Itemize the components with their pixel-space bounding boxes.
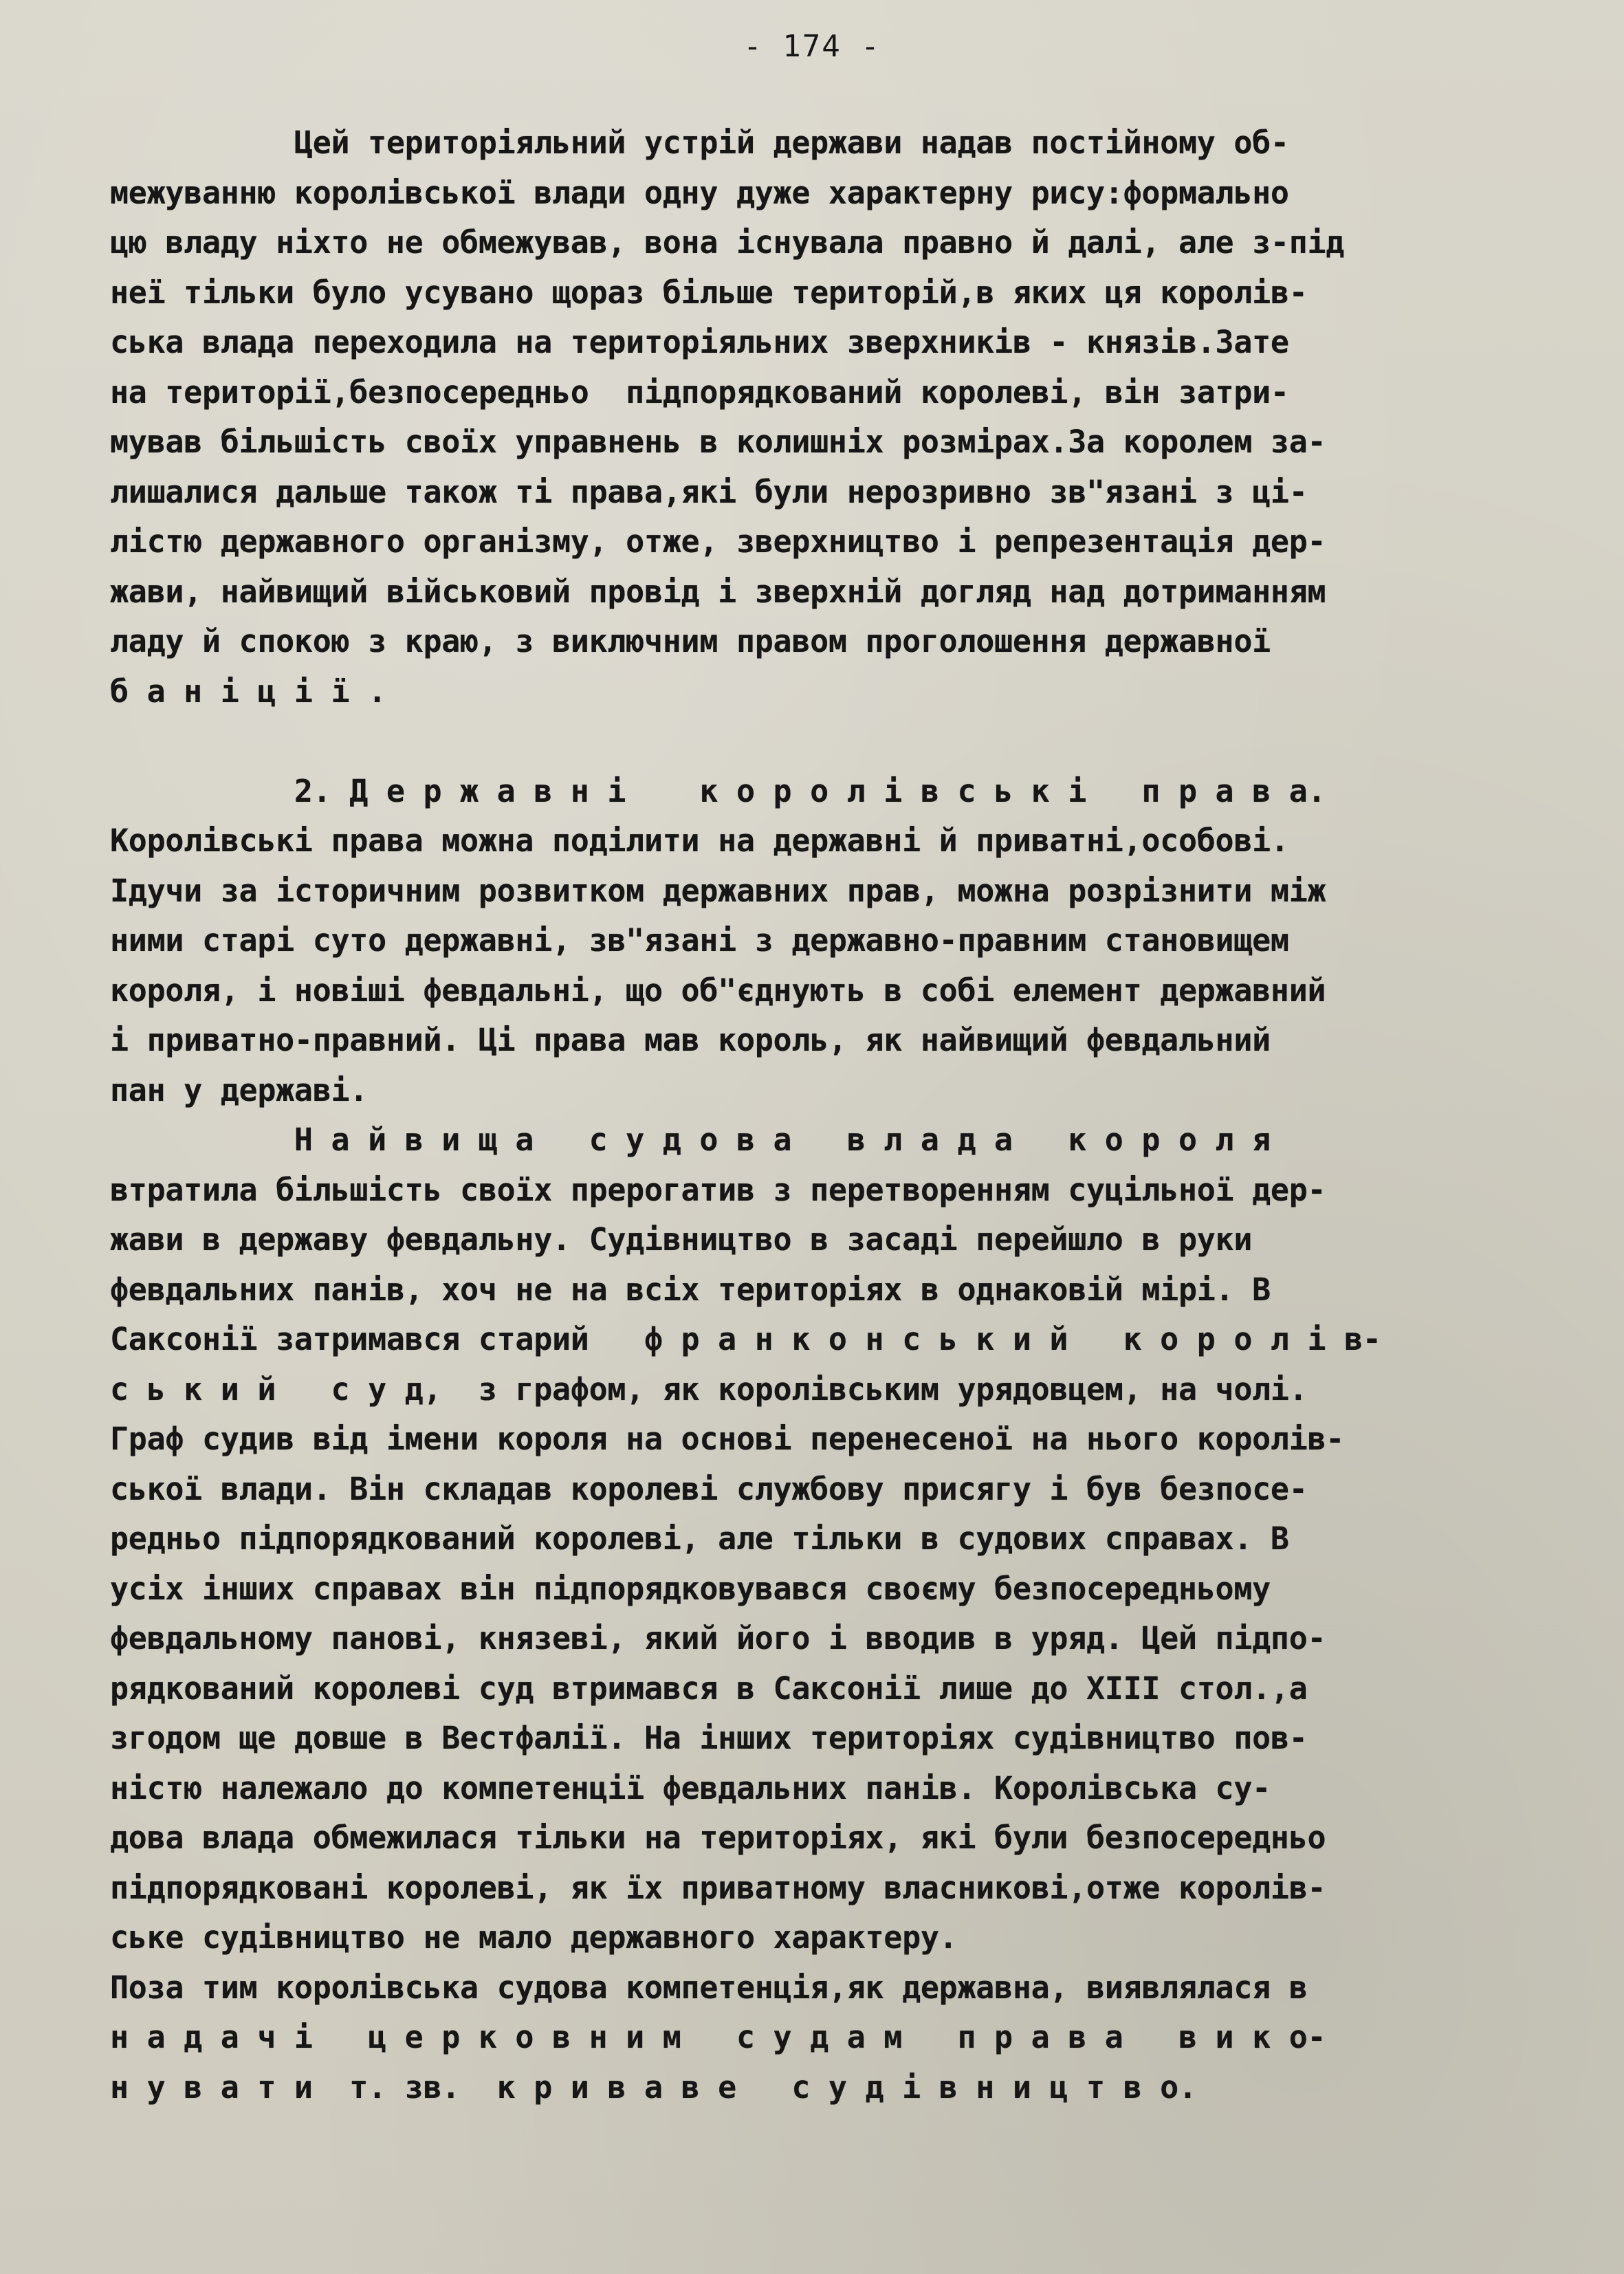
text-line: на території,безпосередньо підпорядкований королеві, він затри- [110, 373, 1289, 411]
text-line: жави в державу февдальну. Судівництво в засаді перейшло в руки [110, 1221, 1253, 1258]
text-line: підпорядковані королеві, як їх приватному власникові,отже королів- [110, 1869, 1326, 1906]
text-line: Саксонії затримався старий ф р а н к о н с ь к и й к о р о л і в- [110, 1321, 1381, 1357]
text-line: ладу й спокою з краю, з виключним правом проголошення державної [110, 623, 1271, 659]
text-line: жави, найвищий військовий провід і зверхній догляд над дотриманням [110, 573, 1326, 610]
text-line: Ідучи за історичним розвитком державних прав, можна розрізнити між [110, 872, 1326, 909]
text-line: дова влада обмежилася тільки на територіях, які були безпосередньо [110, 1819, 1326, 1856]
text-line: згодом ще довше в Вестфалії. На інших територіях судівництво пов- [110, 1720, 1308, 1756]
text-line: Н а й в и щ а с у д о в а в л а д а к о р о л я [110, 1122, 1271, 1158]
text-line: ними старі суто державні, зв"язані з державно-правним становищем [110, 922, 1289, 959]
text-line: Королівські права можна поділити на державні й приватні,особові. [110, 822, 1289, 859]
text-line: февдальному панові, князеві, який його і вводив в уряд. Цей підпо- [110, 1620, 1326, 1657]
text-line: неї тільки було усувано щораз більше територій,в яких ця королів- [110, 274, 1308, 311]
paragraph-gap [110, 717, 1595, 767]
text-line: Цей територіяльний устрій держави надав постійному об- [110, 124, 1289, 161]
text-line: рядкований королеві суд втримався в Саксонії лише до XIII стол.,а [110, 1670, 1308, 1707]
text-line: б а н і ц і ї . [110, 673, 386, 710]
text-line: пан у державі. [110, 1071, 369, 1108]
text-line: межуванню королівської влади одну дуже характерну рису:формально [110, 174, 1289, 211]
text-line: короля, і новіші февдальні, що об"єднують в собі елемент державний [110, 972, 1326, 1009]
text-line: н а д а ч і ц е р к о в н и м с у д а м п р а в а в и к о- [110, 2019, 1326, 2055]
text-line: лишалися дальше також ті права,які були нерозривно зв"язані з ці- [110, 473, 1308, 510]
text-line: ська влада переходила на територіяльних зверхників - князів.Зате [110, 324, 1289, 360]
text-line: ської влади. Він складав королеві службову присягу і був безпосе- [110, 1470, 1308, 1507]
text-line: ністю належало до компетенції февдальних панів. Королівська су- [110, 1769, 1271, 1806]
text-line: і приватно-правний. Ці права мав король, як найвищий февдальний [110, 1022, 1271, 1058]
text-line: редньо підпорядкований королеві, але тільки в судових справах. В [110, 1520, 1289, 1557]
text-line: ське судівництво не мало державного характеру. [110, 1919, 958, 1956]
body-text [110, 118, 1595, 2112]
text-line: лістю державного організму, отже, зверхництво і репрезентація дер- [110, 523, 1326, 560]
text-line: н у в а т и т. зв. к р и в а в е с у д і в н и ц т в о. [110, 2068, 1197, 2106]
text-line: Граф судив від імени короля на основі перенесеної на нього королів- [110, 1421, 1345, 1457]
text-line: 2. Д е р ж а в н і к о р о л і в с ь к і п р а в а. [110, 772, 1326, 809]
page-number: - 174 - [743, 29, 881, 64]
text-line: февдальних панів, хоч не на всіх територіях в однаковій мірі. В [110, 1271, 1271, 1308]
text-line: мував більшість своїх управнень в колишніх розмірах.За королем за- [110, 424, 1326, 460]
text-line: Поза тим королівська судова компетенція,як державна, виявлялася в [110, 1969, 1308, 2006]
text-line: втратила більшість своїх прерогатив з перетворенням суцільної дер- [110, 1171, 1326, 1208]
text-line: цю владу ніхто не обмежував, вона існувала правно й далі, але з-під [110, 224, 1345, 261]
text-line: усіх інших справах він підпорядковувався своєму безпосередньому [110, 1570, 1271, 1607]
text-line: с ь к и й с у д, з графом, як королівським урядовцем, на чолі. [110, 1370, 1308, 1408]
